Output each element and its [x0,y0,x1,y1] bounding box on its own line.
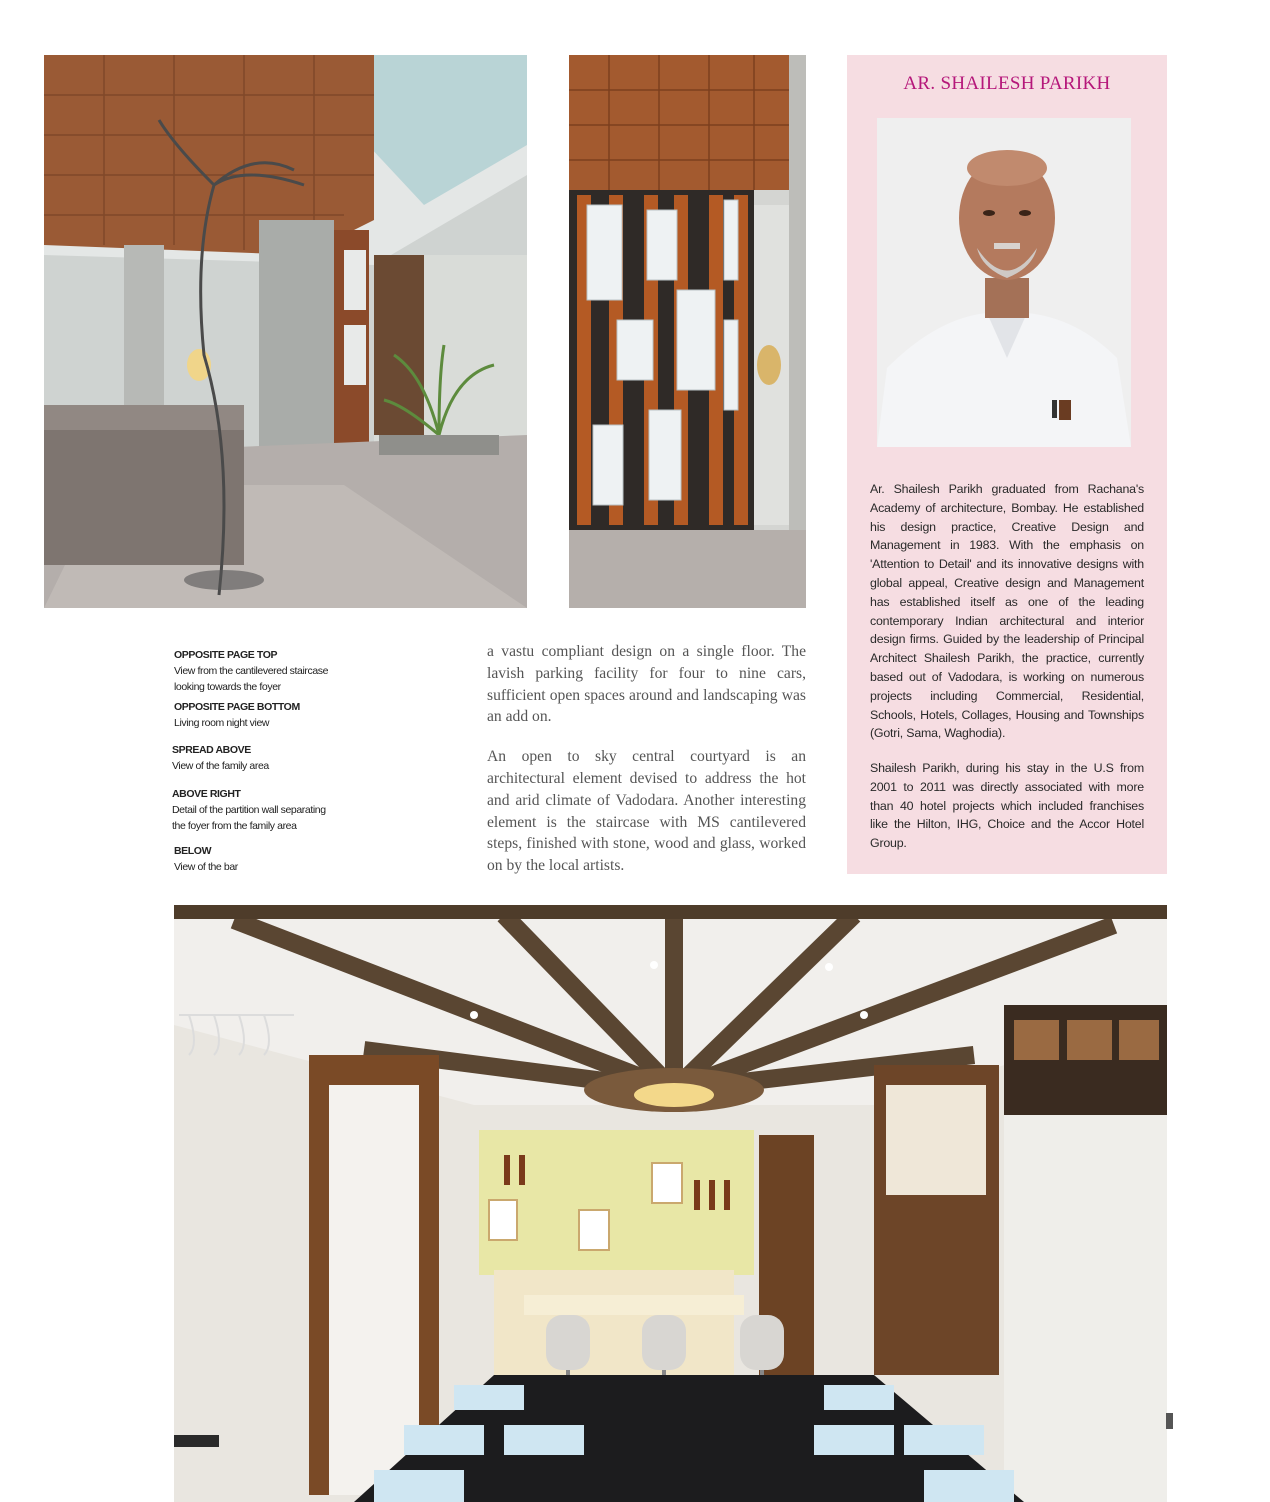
caption-text: Living room night view [174,717,270,729]
caption-opposite-page-top [174,647,328,695]
bar-photo [174,905,1167,1502]
caption-heading: BELOW [174,845,212,857]
architect-name: AR. SHAILESH PARIKH [903,73,1111,94]
architect-bio-paragraph: Shailesh Parikh, during his stay in the U.S from 2001 to 2011 was directly associated with more than 40 hotel projects which included franchises like the Hilton, IHG, Choice and the Accor Hotel Group. [870,761,1144,851]
architect-profile-box [847,55,1167,874]
page-edge-marker [1166,1413,1173,1429]
caption-heading: ABOVE RIGHT [172,788,241,800]
article-body [487,641,806,895]
article-paragraph: a vastu compliant design on a single floor. The lavish parking facility for four to nine cars, sufficient open spaces around and landscaping was an add on. [487,643,806,726]
foyer-photo [44,55,527,608]
partition-wall-photo [569,55,806,608]
caption-heading: SPREAD ABOVE [172,744,251,756]
caption-text: View of the family area [172,760,269,772]
caption-text: View from the cantilevered staircase [174,665,329,677]
caption-heading: OPPOSITE PAGE TOP [174,649,278,661]
architect-bio-paragraph: Ar. Shailesh Parikh graduated from Rachana's Academy of architecture, Bombay. He established his design practice, Creative Design and Management in 1983. With the emphasis on 'Attention to Detail' and its innovative designs with global appeal, Creative design and Management has established itself as one of the leading contemporary Indian architectural and interior design firms. Guided by the leadership of Principal Architect Shailesh Parikh, the practice, currently based out of Vadodara, is working on numerous projects including Commercial, Residential, Schools, Hotels, Collages, Housing and Townships (Gotri, Sama, Waghodia). [870,482,1144,741]
article-paragraph: An open to sky central courtyard is an architectural element devised to address the hot and arid climate of Vadodara. Another interesting element is the staircase with MS cantilevered steps, finished with stone, wood and glass, worked on by the local artists. [487,748,806,875]
caption-above-right [172,786,326,834]
caption-text: View of the bar [174,861,238,873]
caption-opposite-page-bottom [174,699,300,731]
caption-text: the foyer from the family area [172,820,297,832]
caption-heading: OPPOSITE PAGE BOTTOM [174,701,300,713]
caption-text: looking towards the foyer [174,681,281,693]
caption-below [174,843,238,875]
caption-spread-above [172,742,269,774]
caption-text: Detail of the partition wall separating [172,804,326,816]
architect-portrait [877,118,1131,447]
